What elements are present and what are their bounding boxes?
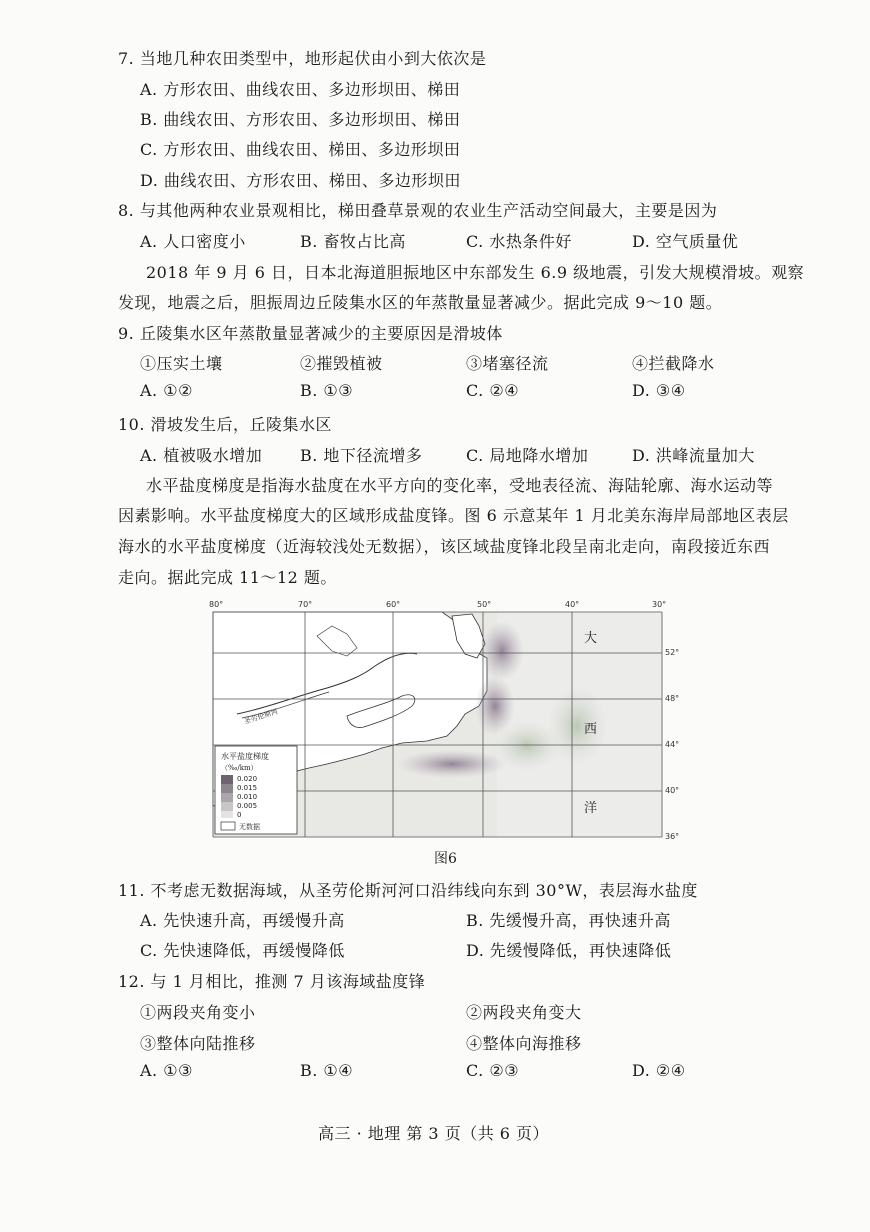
q11-option-a: A. 先快速升高，再缓慢升高 bbox=[140, 911, 345, 930]
q12-stem: 12. 与 1 月相比，推测 7 月该海域盐度锋 bbox=[118, 972, 426, 991]
q12-option-b: B. ①④ bbox=[300, 1061, 354, 1080]
ocean-char-da: 大 bbox=[584, 631, 598, 646]
lat-label-52: 52° bbox=[665, 648, 680, 657]
q12-option-a: A. ①③ bbox=[140, 1061, 193, 1080]
q11-option-c: C. 先快速降低，再缓慢降低 bbox=[140, 941, 345, 960]
q11-option-d: D. 先缓慢降低，再快速降低 bbox=[466, 941, 672, 960]
passage1-line2: 发现，地震之后，胆振周边丘陵集水区的年蒸散量显著减少。据此完成 9～10 题。 bbox=[118, 293, 723, 312]
legend-nodata-label: 无数据 bbox=[239, 823, 260, 831]
q7-option-d: D. 曲线农田、方形农田、梯田、多边形坝田 bbox=[140, 171, 461, 190]
legend-value-5: 0 bbox=[237, 811, 242, 819]
q9-item-1: ①压实土壤 bbox=[140, 354, 223, 373]
legend-unit: （‰/km） bbox=[221, 764, 258, 772]
legend-value-4: 0.005 bbox=[237, 802, 258, 810]
lat-label-40: 40° bbox=[665, 786, 680, 795]
q8-option-d: D. 空气质量优 bbox=[632, 232, 739, 251]
q12-item-4: ④整体向海推移 bbox=[466, 1034, 582, 1053]
q9-option-b: B. ①③ bbox=[300, 381, 354, 400]
q8-option-a: A. 人口密度小 bbox=[140, 232, 246, 251]
passage2-line2: 因素影响。水平盐度梯度大的区域形成盐度锋。图 6 示意某年 1 月北美东海岸局部地区表层 bbox=[118, 506, 789, 525]
legend-value-2: 0.015 bbox=[237, 784, 258, 792]
legend-swatch-4 bbox=[221, 802, 233, 811]
q12-item-3: ③整体向陆推移 bbox=[140, 1034, 256, 1053]
q10-option-a: A. 植被吸水增加 bbox=[140, 446, 263, 465]
page-footer: 高三 · 地理 第 3 页（共 6 页） bbox=[318, 1124, 550, 1143]
q9-item-2: ②摧毁植被 bbox=[300, 354, 383, 373]
legend-nodata-swatch bbox=[221, 822, 235, 830]
q12-item-2: ②两段夹角变大 bbox=[466, 1003, 582, 1022]
passage2-line3: 海水的水平盐度梯度（近海较浅处无数据），该区域盐度锋北段呈南北走向，南段接近东西 bbox=[118, 537, 771, 556]
q12-item-1: ①两段夹角变小 bbox=[140, 1003, 256, 1022]
legend bbox=[215, 746, 297, 834]
green-patch-east bbox=[547, 686, 607, 766]
figure-caption: 图6 bbox=[434, 851, 457, 867]
q10-option-d: D. 洪峰流量加大 bbox=[632, 446, 755, 465]
lon-label-50: 50° bbox=[477, 600, 492, 609]
lon-label-80: 80° bbox=[209, 600, 224, 609]
q7-option-b: B. 曲线农田、方形农田、多边形坝田、梯田 bbox=[140, 110, 461, 129]
q7-option-a: A. 方形农田、曲线农田、多边形坝田、梯田 bbox=[140, 80, 461, 99]
salinity-gradient-map bbox=[197, 596, 680, 844]
lat-label-48: 48° bbox=[665, 694, 680, 703]
front-patch-south bbox=[397, 750, 507, 778]
legend-swatch-1 bbox=[221, 775, 233, 784]
q8-option-c: C. 水热条件好 bbox=[466, 232, 572, 251]
legend-title: 水平盐度梯度 bbox=[221, 752, 269, 761]
ocean-char-yang: 洋 bbox=[584, 801, 598, 816]
q10-option-b: B. 地下径流增多 bbox=[300, 446, 423, 465]
q10-option-c: C. 局地降水增加 bbox=[466, 446, 589, 465]
legend-swatch-3 bbox=[221, 793, 233, 802]
legend-swatch-2 bbox=[221, 784, 233, 793]
front-patch-north bbox=[480, 621, 524, 681]
q7-stem: 7. 当地几种农田类型中，地形起伏由小到大依次是 bbox=[118, 49, 487, 68]
lon-label-70: 70° bbox=[298, 600, 313, 609]
lon-label-30: 30° bbox=[652, 600, 667, 609]
q8-stem: 8. 与其他两种农业景观相比，梯田叠草景观的农业生产活动空间最大，主要是因为 bbox=[118, 201, 718, 220]
q12-option-d: D. ②④ bbox=[632, 1061, 686, 1080]
q9-item-3: ③堵塞径流 bbox=[466, 354, 549, 373]
lon-label-40: 40° bbox=[565, 600, 580, 609]
q9-option-c: C. ②④ bbox=[466, 381, 520, 400]
river-label: 圣劳伦斯河 bbox=[243, 707, 279, 726]
ocean-char-xi: 西 bbox=[584, 722, 598, 737]
q9-item-4: ④拦截降水 bbox=[632, 354, 715, 373]
legend-value-3: 0.010 bbox=[237, 793, 258, 801]
legend-swatch-5 bbox=[221, 811, 233, 818]
q8-option-b: B. 畜牧占比高 bbox=[300, 232, 406, 251]
q11-option-b: B. 先缓慢升高，再快速升高 bbox=[466, 911, 671, 930]
passage1-line1: 2018 年 9 月 6 日，日本北海道胆振地区中东部发生 6.9 级地震，引发大规模滑坡。观察 bbox=[146, 263, 805, 282]
passage2-line1: 水平盐度梯度是指海水盐度在水平方向的变化率，受地表径流、海陆轮廓、海水运动等 bbox=[146, 476, 774, 495]
lon-label-60: 60° bbox=[386, 600, 401, 609]
q12-option-c: C. ②③ bbox=[466, 1061, 520, 1080]
q10-stem: 10. 滑坡发生后，丘陵集水区 bbox=[118, 415, 333, 434]
lat-label-44: 44° bbox=[665, 740, 680, 749]
passage2-line4: 走向。据此完成 11～12 题。 bbox=[118, 568, 337, 587]
q9-option-a: A. ①② bbox=[140, 381, 193, 400]
q11-stem: 11. 不考虑无数据海域，从圣劳伦斯河河口沿纬线向东到 30°W，表层海水盐度 bbox=[118, 881, 698, 900]
q9-option-d: D. ③④ bbox=[632, 381, 686, 400]
legend-value-1: 0.020 bbox=[237, 775, 258, 783]
q7-option-c: C. 方形农田、曲线农田、梯田、多边形坝田 bbox=[140, 140, 461, 159]
q9-stem: 9. 丘陵集水区年蒸散量显著减少的主要原因是滑坡体 bbox=[118, 324, 503, 343]
lat-label-36: 36° bbox=[665, 832, 680, 841]
